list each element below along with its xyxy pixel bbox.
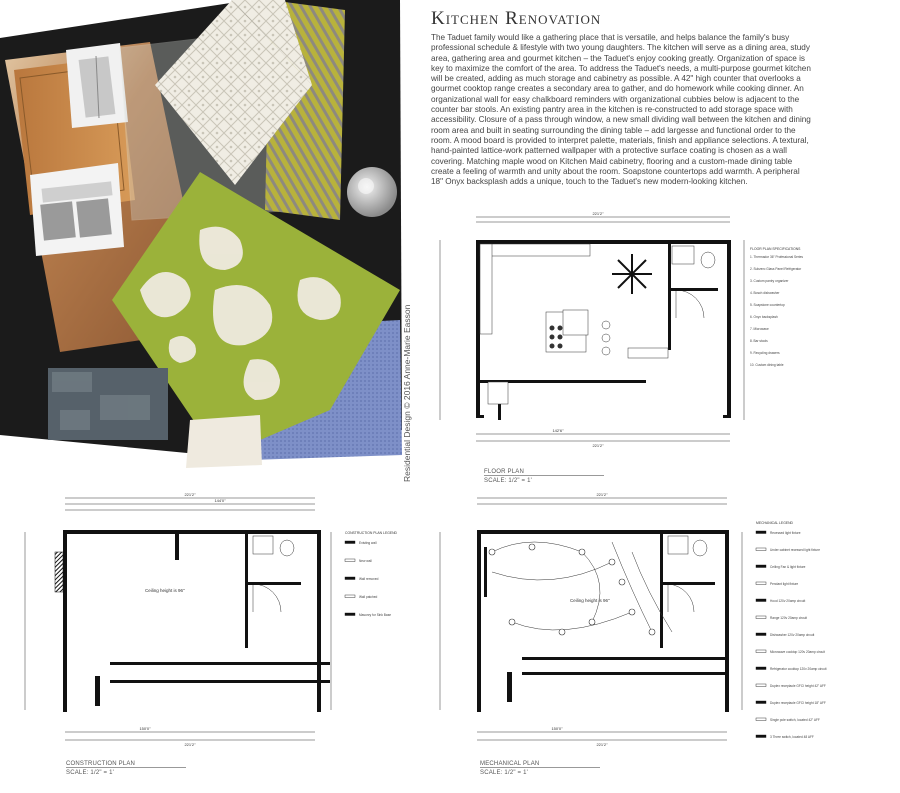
page-title: Kitchen Renovation — [431, 8, 602, 29]
copyright-note: Residential Design © 2016 Anne-Marie Easson — [402, 304, 412, 482]
floor-legend-item: 9. Recycling drawers — [750, 351, 780, 355]
cabinet-knob — [347, 167, 397, 217]
mechanical-plan-label: MECHANICAL PLAN — [480, 761, 540, 767]
construction-dim-inner: 150'0" — [139, 726, 151, 731]
floor-legend-item: 4. Bosch dishwasher — [750, 291, 780, 295]
mechanical-legend-title: MECHANICAL LEGEND — [756, 521, 793, 525]
mechanical-plan — [432, 492, 827, 760]
mechanical-plan-caption — [480, 761, 600, 776]
construction-ceiling: Ceiling height is 96" — [145, 588, 185, 593]
floor-dim-bottom: 221'2" — [592, 443, 604, 448]
floor-plan-caption — [484, 469, 604, 484]
mechanical-dim-bottom: 221'2" — [596, 742, 608, 747]
mechanical-legend-item: Recessed light fixture — [770, 531, 801, 535]
floor-plan-scale: SCALE: 1/2" = 1' — [484, 475, 604, 484]
mechanical-legend-swatch — [756, 667, 766, 670]
floor-legend-title: FLOOR PLAN SPECIFICATIONS — [750, 247, 801, 251]
mechanical-legend-item: Duplex receptacle GFCI height 42" AFF — [770, 684, 826, 688]
floor-dim-inner: 142'6" — [552, 428, 564, 433]
floor-dim-top: 221'2" — [592, 211, 604, 216]
construction-legend-title: CONSTRUCTION PLAN LEGEND — [345, 531, 397, 535]
floor-legend-item: 5. Soapstone countertop — [750, 303, 785, 307]
construction-legend-swatch — [345, 559, 355, 562]
mechanical-plan-scale: SCALE: 1/2" = 1' — [480, 767, 600, 776]
mechanical-legend-item: Single pole switch, located 42" AFF — [770, 718, 820, 722]
range-photo — [30, 163, 124, 256]
construction-plan-label: CONSTRUCTION PLAN — [66, 761, 136, 767]
floor-legend-item: 8. Bar stools — [750, 339, 768, 343]
mechanical-legend-item: Range 120v 20amp circuit — [770, 616, 808, 620]
mechanical-legend-swatch — [756, 701, 766, 704]
refrigerator-photo — [66, 43, 128, 128]
mechanical-legend-swatch — [756, 735, 766, 738]
construction-dim-top: 221'2" — [184, 492, 196, 497]
floor-legend-item: 10. Custom dining table — [750, 363, 784, 367]
construction-dim-mid: 144'0" — [214, 498, 226, 503]
construction-plan-caption — [66, 761, 186, 776]
mechanical-legend-swatch — [756, 548, 766, 551]
construction-legend-item: Wall patched — [359, 595, 378, 599]
construction-plan — [15, 492, 415, 760]
mechanical-legend-item: 3 Three switch, located 48 AFF — [770, 735, 814, 739]
mechanical-legend-swatch — [756, 531, 766, 534]
floor-legend-item: 6. Onyx backsplash — [750, 315, 778, 319]
mechanical-ceiling: Ceiling height is 96" — [570, 598, 610, 603]
mechanical-legend-swatch — [756, 565, 766, 568]
floor-legend-item: 7. Microwave — [750, 327, 769, 331]
mechanical-legend-swatch — [756, 718, 766, 721]
mechanical-legend-swatch — [756, 684, 766, 687]
mechanical-legend-swatch — [756, 633, 766, 636]
floor-legend-item: 2. Subzero Glass Panel Refrigerator — [750, 267, 802, 271]
construction-legend-swatch — [345, 613, 355, 616]
mechanical-legend-swatch — [756, 582, 766, 585]
construction-plan-scale: SCALE: 1/2" = 1' — [66, 767, 186, 776]
mechanical-legend-item: Ceiling Fan & light fixture — [770, 565, 806, 569]
mechanical-legend-item: Pendant light fixture — [770, 582, 799, 586]
construction-legend-item: New wall — [359, 559, 372, 563]
mechanical-legend-item: Hood 120v 20amp circuit — [770, 599, 806, 603]
floor-legend-item: 3. Custom pantry organizer — [750, 279, 789, 283]
mood-board — [0, 0, 410, 475]
mechanical-dim-top: 221'2" — [596, 492, 608, 497]
construction-legend-swatch — [345, 541, 355, 544]
mechanical-legend-swatch — [756, 599, 766, 602]
floor-plan — [428, 210, 803, 465]
construction-legend-item: Existing wall — [359, 541, 377, 545]
construction-legend-item: Masonry for Sink Base — [359, 613, 392, 617]
floor-plan-label: FLOOR PLAN — [484, 469, 525, 475]
mechanical-legend-swatch — [756, 616, 766, 619]
mechanical-legend-item: Microwave cooktop 120v 20amp circuit — [770, 650, 825, 654]
construction-dim-bottom: 221'2" — [184, 742, 196, 747]
construction-legend-item: Wall removed — [359, 577, 379, 581]
floor-fan — [612, 254, 652, 294]
mechanical-dim-inner: 150'0" — [551, 726, 563, 731]
construction-legend-swatch — [345, 595, 355, 598]
mechanical-legend-item: Duplex receptacle GFCI height 18" AFF — [770, 701, 826, 705]
mechanical-legend-item: Under cabinet recessed light fixture — [770, 548, 820, 552]
mechanical-legend-item: Dishwasher 120v 20amp circuit — [770, 633, 815, 637]
mechanical-legend-item: Refrigerator cooktop 120v 20amp circuit — [770, 667, 827, 671]
construction-legend-swatch — [345, 577, 355, 580]
mechanical-legend-swatch — [756, 650, 766, 653]
floor-legend-item: 1. Thermador 36" Professional Series — [750, 255, 803, 259]
project-description: The Taduet family would like a gathering place that is versatile, and helps balance the family's busy professional schedule & lifestyle with two young daughters. The kitchen will serve as a dining area, study area, gathering area and gourmet kitchen – the Taduet's enjoy cooking greatly. Organization of space is key to maximize the comfort of the area. To address the Taduet's needs, a multi-purpose gourmet kitchen will be created, adding as much storage and cabinetry as possible. A 42" high counter that overlooks a gourmet cooktop range creates a secondary area to gather, and do homework while cooking dinner. An organizational wall for easy chalkboard reminders with organizational cubbies below is adjacent to the counter bar stools. An existing pantry area in the kitchen is re-constructed to add storage space with accessibility. Closure of a pass through window, a new small dividing wall between the kitchen and dining room area and built in seating surrounding the dining table – add largesse and functional order to the room. A mood board is provided to interpret palette, materials, finish and appliance selections. A textural, hand-painted lattice-work patterned wallpaper with a protective surface coating is chosen as a wall covering. Matching maple wood on Kitchen Maid cabinetry, flooring and a custom-made dining table create a feeling of warmth and unity about the room. Soapstone countertops add warmth. A peripheral 18" Onyx backsplash adds a unique, touch to the Taduet's new modern-looking kitchen. — [431, 33, 811, 187]
